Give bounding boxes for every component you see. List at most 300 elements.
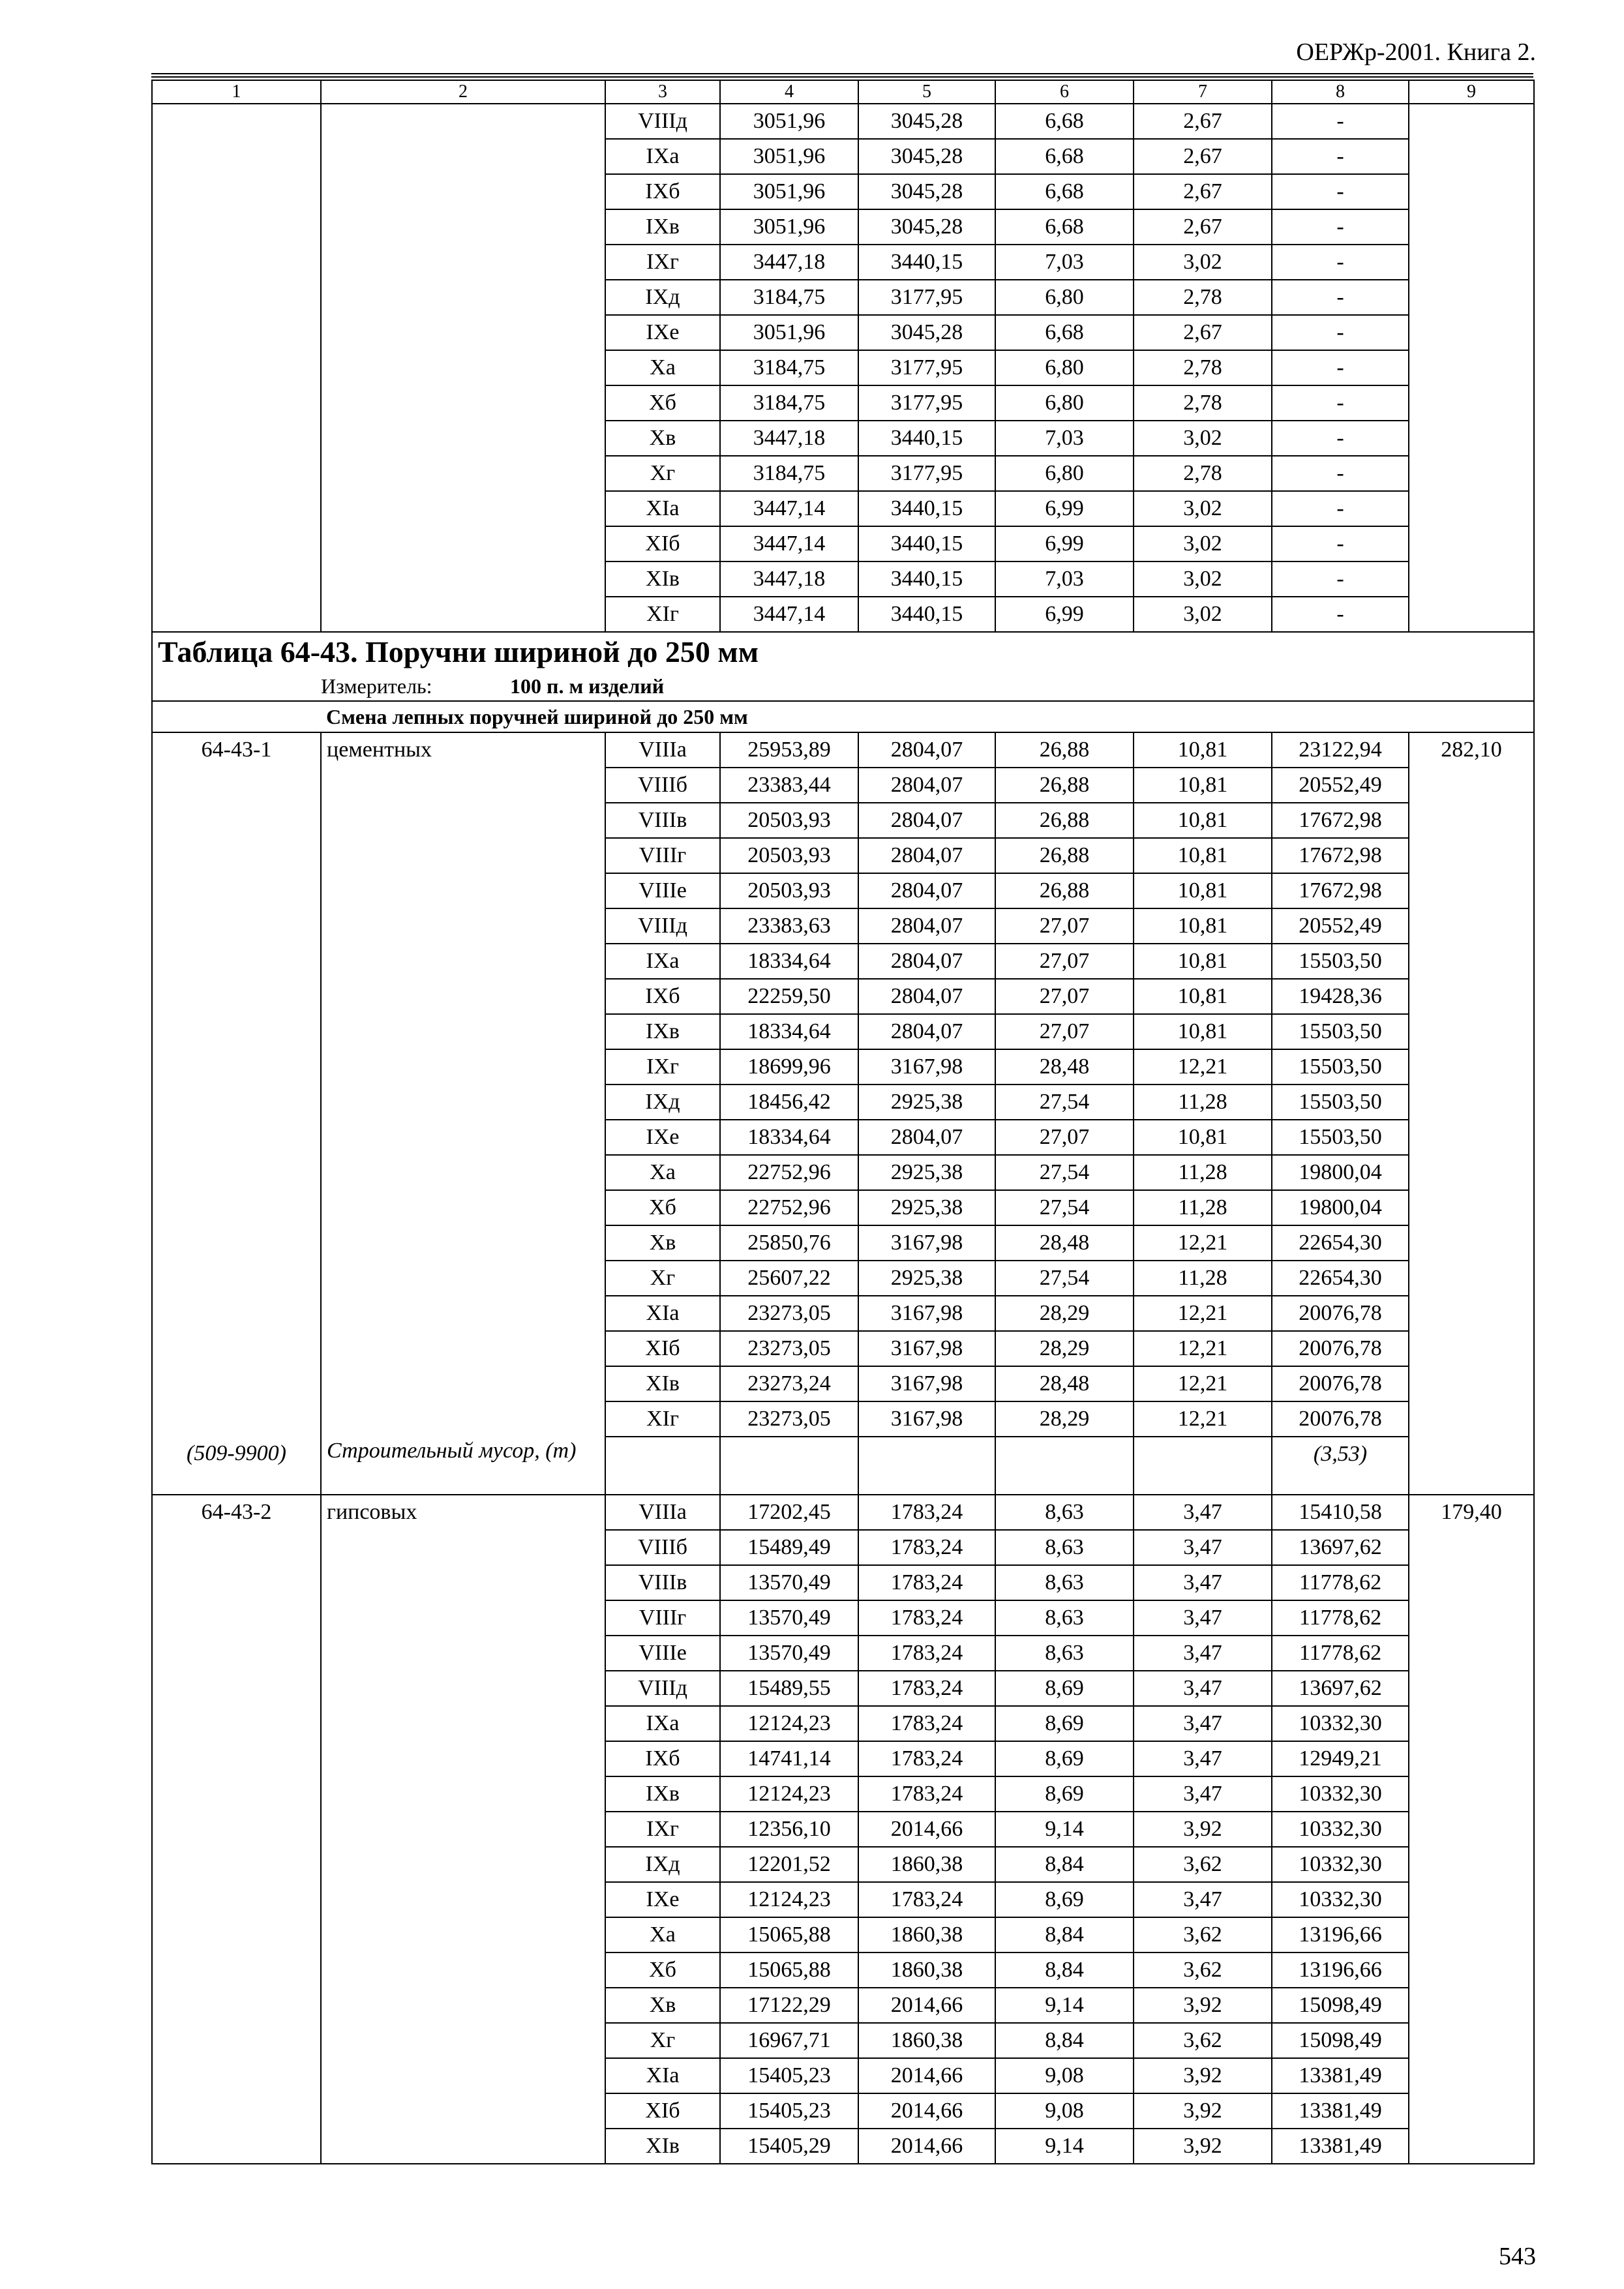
value-cell-8: 10332,30: [1272, 1847, 1409, 1882]
value-cell-8: 15098,49: [1272, 1988, 1409, 2023]
value-cell-4: 23383,44: [720, 768, 858, 803]
value-cell-5: 2925,38: [858, 1261, 995, 1296]
value-cell-6: 8,69: [995, 1671, 1134, 1706]
value-cell-5: 2804,07: [858, 944, 995, 979]
value-cell-5: 2014,66: [858, 2058, 995, 2093]
value-cell-6: 9,08: [995, 2093, 1134, 2129]
zone-cell: VIIIг: [605, 1600, 720, 1636]
value-cell-8: 13196,66: [1272, 1917, 1409, 1952]
code-cell-empty: [152, 1190, 321, 1225]
value-cell-8: -: [1272, 209, 1409, 245]
value-cell-5: 3440,15: [858, 561, 995, 597]
zone-cell: IXа: [605, 1706, 720, 1741]
section-row: [152, 701, 1534, 732]
value-cell-5: 2804,07: [858, 979, 995, 1014]
zone-cell: IXа: [605, 944, 720, 979]
value-cell-6: 6,80: [995, 280, 1134, 315]
value-cell-8: -: [1272, 139, 1409, 174]
value-cell-7: 10,81: [1134, 979, 1272, 1014]
value-cell-5: 2014,66: [858, 1812, 995, 1847]
header-rule-2: [151, 76, 1533, 78]
zone-cell: XIб: [605, 1331, 720, 1366]
zone-cell: XIа: [605, 2058, 720, 2093]
value-cell-6: 28,29: [995, 1296, 1134, 1331]
name-cell: [321, 104, 605, 632]
value-cell-6: 28,29: [995, 1401, 1134, 1437]
zone-cell: Xа: [605, 1155, 720, 1190]
value-cell-6: 9,14: [995, 1812, 1134, 1847]
value-cell-8: 13381,49: [1272, 2093, 1409, 2129]
value-cell-5: 1783,24: [858, 1530, 995, 1565]
code-cell-empty: [152, 803, 321, 838]
value-cell-4: 3051,96: [720, 174, 858, 209]
value-cell-8: 20076,78: [1272, 1296, 1409, 1331]
value-cell-5: 1783,24: [858, 1600, 995, 1636]
value-cell-7: 11,28: [1134, 1261, 1272, 1296]
section-title: Смена лепных поручней шириной до 250 мм: [326, 705, 748, 728]
value-cell-8: 20076,78: [1272, 1366, 1409, 1401]
section-cell: [152, 701, 1534, 732]
value-cell-4: 18334,64: [720, 1014, 858, 1049]
code-cell-empty: [152, 873, 321, 908]
value-cell-5: 3440,15: [858, 421, 995, 456]
code-cell: 64-43-1: [152, 732, 321, 768]
value-cell-6: 8,63: [995, 1495, 1134, 1530]
value-cell-8: -: [1272, 385, 1409, 421]
value-cell-6: 28,48: [995, 1049, 1134, 1085]
value-cell-5: 3167,98: [858, 1049, 995, 1085]
value-cell-7: 2,67: [1134, 174, 1272, 209]
zone-cell: IXб: [605, 979, 720, 1014]
zone-cell: IXг: [605, 1812, 720, 1847]
value-cell-6: 7,03: [995, 561, 1134, 597]
zone-cell: IXд: [605, 1847, 720, 1882]
value-cell-6: 8,69: [995, 1706, 1134, 1741]
value-cell-8: 10332,30: [1272, 1812, 1409, 1847]
value-cell-4: 15065,88: [720, 1917, 858, 1952]
value-cell-6: 8,84: [995, 1952, 1134, 1988]
zone-cell: XIв: [605, 2129, 720, 2164]
page-header: ОЕРЖр-2001. Книга 2.: [1296, 38, 1536, 66]
value-cell-8: -: [1272, 104, 1409, 139]
value-cell-4: 15489,49: [720, 1530, 858, 1565]
code-cell-empty: [152, 1120, 321, 1155]
value-cell-6: 7,03: [995, 245, 1134, 280]
value-cell-7: 3,92: [1134, 1988, 1272, 2023]
value-cell-5: 3177,95: [858, 456, 995, 491]
zone-cell: Xв: [605, 421, 720, 456]
table-title: Таблица 64-43. Поручни шириной до 250 мм: [152, 632, 1534, 672]
value-cell-7: 3,02: [1134, 597, 1272, 632]
value-cell-8: 20552,49: [1272, 908, 1409, 944]
value-cell-8: -: [1272, 561, 1409, 597]
waste-row: [152, 1437, 1534, 1495]
value-cell-6: 27,07: [995, 979, 1134, 1014]
value-cell-7: 2,67: [1134, 209, 1272, 245]
value-cell-7: 3,47: [1134, 1636, 1272, 1671]
value-cell-4: 20503,93: [720, 873, 858, 908]
zone-cell: IXб: [605, 174, 720, 209]
value-cell-7: 2,67: [1134, 104, 1272, 139]
value-cell-4: 18699,96: [720, 1049, 858, 1085]
zone-cell: Xв: [605, 1988, 720, 2023]
table-row: [152, 1495, 1534, 1530]
value-cell-6: 27,54: [995, 1190, 1134, 1225]
zone-cell: Xа: [605, 1917, 720, 1952]
name-cell: гипсовых: [321, 1495, 605, 2164]
value-cell-8: 15098,49: [1272, 2023, 1409, 2058]
value-cell-8: 23122,94: [1272, 732, 1409, 768]
value-cell-5: 3045,28: [858, 174, 995, 209]
value-cell-8: -: [1272, 456, 1409, 491]
zone-cell: VIIIб: [605, 768, 720, 803]
value-cell-5: 3440,15: [858, 526, 995, 561]
value-cell-6: 8,84: [995, 1847, 1134, 1882]
value-cell-5: 2804,07: [858, 908, 995, 944]
value-cell-5: 2804,07: [858, 803, 995, 838]
price-table: [151, 80, 1535, 2164]
zone-cell: IXе: [605, 1120, 720, 1155]
value-cell-4: 12124,23: [720, 1882, 858, 1917]
value-cell-8: 11778,62: [1272, 1636, 1409, 1671]
empty-cell: [858, 1437, 995, 1495]
value-cell-6: 6,80: [995, 456, 1134, 491]
value-cell-6: 8,63: [995, 1636, 1134, 1671]
code-cell-empty: [152, 944, 321, 979]
value-cell-6: 8,84: [995, 2023, 1134, 2058]
measure-value: 100 п. м изделий: [510, 674, 665, 698]
value-cell-4: 3447,14: [720, 526, 858, 561]
value-cell-7: 3,47: [1134, 1776, 1272, 1812]
value-cell-4: 23273,24: [720, 1366, 858, 1401]
value-cell-4: 20503,93: [720, 838, 858, 873]
zone-cell: IXе: [605, 1882, 720, 1917]
value-cell-4: 3447,14: [720, 597, 858, 632]
value-cell-5: 2014,66: [858, 2093, 995, 2129]
zone-cell: Xг: [605, 1261, 720, 1296]
value-cell-6: 6,68: [995, 139, 1134, 174]
value-cell-4: 23273,05: [720, 1296, 858, 1331]
value-cell-4: 15489,55: [720, 1671, 858, 1706]
value-cell-5: 3440,15: [858, 491, 995, 526]
waste-name: Строительный мусор, (т): [321, 1437, 605, 1495]
zone-cell: VIIIа: [605, 732, 720, 768]
zone-cell: IXг: [605, 1049, 720, 1085]
value-cell-5: 3177,95: [858, 280, 995, 315]
zone-cell: IXд: [605, 1085, 720, 1120]
value-cell-8: -: [1272, 421, 1409, 456]
value-cell-4: 3447,18: [720, 421, 858, 456]
value-cell-6: 8,84: [995, 1917, 1134, 1952]
waste-code: (509-9900): [152, 1437, 321, 1495]
value-cell-5: 3177,95: [858, 385, 995, 421]
value-cell-9: [1409, 104, 1534, 632]
value-cell-7: 3,47: [1134, 1600, 1272, 1636]
value-cell-7: 3,62: [1134, 2023, 1272, 2058]
value-cell-4: 23383,63: [720, 908, 858, 944]
value-cell-7: 3,02: [1134, 561, 1272, 597]
value-cell-7: 3,02: [1134, 526, 1272, 561]
value-cell-7: 3,02: [1134, 491, 1272, 526]
value-cell-8: 13381,49: [1272, 2058, 1409, 2093]
column-number: 2: [321, 80, 605, 104]
value-cell-6: 26,88: [995, 768, 1134, 803]
zone-cell: Xг: [605, 456, 720, 491]
value-cell-6: 9,14: [995, 2129, 1134, 2164]
value-cell-8: 22654,30: [1272, 1261, 1409, 1296]
zone-cell: IXг: [605, 245, 720, 280]
value-cell-4: 16967,71: [720, 2023, 858, 2058]
value-cell-7: 12,21: [1134, 1296, 1272, 1331]
value-cell-5: 3440,15: [858, 245, 995, 280]
value-cell-8: 15503,50: [1272, 1049, 1409, 1085]
value-cell-7: 3,62: [1134, 1917, 1272, 1952]
zone-cell: XIв: [605, 561, 720, 597]
zone-cell: XIг: [605, 1401, 720, 1437]
value-cell-5: 1783,24: [858, 1636, 995, 1671]
zone-cell: IXб: [605, 1741, 720, 1776]
value-cell-8: 19800,04: [1272, 1190, 1409, 1225]
value-cell-4: 17122,29: [720, 1988, 858, 2023]
value-cell-6: 6,68: [995, 315, 1134, 350]
value-cell-4: 13570,49: [720, 1636, 858, 1671]
value-cell-8: 20076,78: [1272, 1401, 1409, 1437]
value-cell-5: 3045,28: [858, 209, 995, 245]
name-cell: цементных: [321, 732, 605, 1437]
value-cell-8: 11778,62: [1272, 1600, 1409, 1636]
zone-cell: Xв: [605, 1225, 720, 1261]
value-cell-7: 10,81: [1134, 732, 1272, 768]
value-cell-6: 27,07: [995, 944, 1134, 979]
value-cell-8: -: [1272, 280, 1409, 315]
value-cell-8: 17672,98: [1272, 803, 1409, 838]
value-cell-7: 3,02: [1134, 421, 1272, 456]
value-cell-6: 6,68: [995, 104, 1134, 139]
value-cell-7: 3,47: [1134, 1671, 1272, 1706]
value-cell-8: -: [1272, 491, 1409, 526]
zone-cell: VIIIе: [605, 1636, 720, 1671]
value-cell-7: 3,92: [1134, 2058, 1272, 2093]
header-rule: [151, 73, 1533, 74]
value-cell-8: -: [1272, 245, 1409, 280]
value-cell-8: 13381,49: [1272, 2129, 1409, 2164]
value-cell-8: 20552,49: [1272, 768, 1409, 803]
value-cell-6: 8,63: [995, 1530, 1134, 1565]
value-cell-7: 10,81: [1134, 803, 1272, 838]
value-cell-6: 9,08: [995, 2058, 1134, 2093]
value-cell-6: 28,48: [995, 1366, 1134, 1401]
value-cell-4: 3447,18: [720, 561, 858, 597]
empty-cell: [995, 1437, 1134, 1495]
value-cell-7: 11,28: [1134, 1155, 1272, 1190]
value-cell-6: 8,63: [995, 1600, 1134, 1636]
value-cell-5: 1783,24: [858, 1882, 995, 1917]
value-cell-4: 22752,96: [720, 1155, 858, 1190]
value-cell-5: 1783,24: [858, 1671, 995, 1706]
value-cell-5: 2804,07: [858, 838, 995, 873]
value-cell-5: 3167,98: [858, 1225, 995, 1261]
value-cell-7: 2,67: [1134, 315, 1272, 350]
code-cell-empty: [152, 768, 321, 803]
value-cell-6: 6,68: [995, 174, 1134, 209]
value-cell-5: 1783,24: [858, 1706, 995, 1741]
value-cell-9: 282,10: [1409, 732, 1534, 1495]
value-cell-6: 26,88: [995, 732, 1134, 768]
value-cell-4: 3184,75: [720, 456, 858, 491]
value-cell-7: 12,21: [1134, 1225, 1272, 1261]
value-cell-7: 10,81: [1134, 873, 1272, 908]
value-cell-4: 3051,96: [720, 209, 858, 245]
zone-cell: XIа: [605, 491, 720, 526]
value-cell-4: 22752,96: [720, 1190, 858, 1225]
value-cell-5: 2014,66: [858, 1988, 995, 2023]
value-cell-4: 3447,18: [720, 245, 858, 280]
zone-cell: IXв: [605, 1776, 720, 1812]
value-cell-5: 1783,24: [858, 1495, 995, 1530]
value-cell-5: 1783,24: [858, 1565, 995, 1600]
value-cell-5: 3440,15: [858, 597, 995, 632]
code-cell-empty: [152, 979, 321, 1014]
column-number: 6: [995, 80, 1134, 104]
table-body: [152, 80, 1534, 2164]
value-cell-7: 11,28: [1134, 1085, 1272, 1120]
value-cell-8: 10332,30: [1272, 1776, 1409, 1812]
code-cell-empty: [152, 1049, 321, 1085]
value-cell-5: 3045,28: [858, 104, 995, 139]
code-cell-empty: [152, 1155, 321, 1190]
column-number: 4: [720, 80, 858, 104]
page-number: 543: [1499, 2243, 1536, 2270]
value-cell-7: 3,47: [1134, 1495, 1272, 1530]
value-cell-6: 8,69: [995, 1741, 1134, 1776]
value-cell-5: 1783,24: [858, 1741, 995, 1776]
value-cell-5: 2925,38: [858, 1155, 995, 1190]
value-cell-5: 1860,38: [858, 1952, 995, 1988]
value-cell-4: 12124,23: [720, 1776, 858, 1812]
value-cell-5: 3045,28: [858, 315, 995, 350]
value-cell-5: 3177,95: [858, 350, 995, 385]
value-cell-4: 3051,96: [720, 139, 858, 174]
value-cell-6: 6,80: [995, 350, 1134, 385]
value-cell-5: 2014,66: [858, 2129, 995, 2164]
value-cell-7: 3,47: [1134, 1741, 1272, 1776]
value-cell-7: 3,62: [1134, 1952, 1272, 1988]
value-cell-4: 15405,23: [720, 2058, 858, 2093]
value-cell-6: 8,69: [995, 1882, 1134, 1917]
value-cell-4: 13570,49: [720, 1565, 858, 1600]
value-cell-6: 8,63: [995, 1565, 1134, 1600]
zone-cell: VIIIд: [605, 908, 720, 944]
value-cell-9: 179,40: [1409, 1495, 1534, 2164]
value-cell-6: 7,03: [995, 421, 1134, 456]
value-cell-6: 27,54: [995, 1261, 1134, 1296]
value-cell-8: -: [1272, 526, 1409, 561]
value-cell-7: 3,47: [1134, 1882, 1272, 1917]
column-number: 1: [152, 80, 321, 104]
value-cell-4: 3051,96: [720, 315, 858, 350]
value-cell-7: 10,81: [1134, 944, 1272, 979]
measure-label: Измеритель:: [321, 674, 432, 698]
value-cell-4: 15405,29: [720, 2129, 858, 2164]
value-cell-4: 23273,05: [720, 1331, 858, 1366]
code-cell-empty: [152, 1401, 321, 1437]
table-title-row: [152, 632, 1534, 672]
value-cell-7: 2,67: [1134, 139, 1272, 174]
value-cell-4: 18334,64: [720, 1120, 858, 1155]
table-row: [152, 732, 1534, 768]
zone-cell: XIа: [605, 1296, 720, 1331]
value-cell-4: 3184,75: [720, 385, 858, 421]
zone-cell: Xб: [605, 1190, 720, 1225]
waste-value: (3,53): [1272, 1437, 1409, 1495]
value-cell-5: 2804,07: [858, 1120, 995, 1155]
value-cell-8: 13697,62: [1272, 1530, 1409, 1565]
value-cell-7: 10,81: [1134, 838, 1272, 873]
value-cell-4: 12356,10: [720, 1812, 858, 1847]
empty-cell: [1134, 1437, 1272, 1495]
value-cell-6: 26,88: [995, 838, 1134, 873]
value-cell-7: 11,28: [1134, 1190, 1272, 1225]
code-cell-empty: [152, 1296, 321, 1331]
value-cell-4: 23273,05: [720, 1401, 858, 1437]
value-cell-8: 19800,04: [1272, 1155, 1409, 1190]
zone-cell: XIб: [605, 2093, 720, 2129]
value-cell-6: 28,48: [995, 1225, 1134, 1261]
value-cell-7: 2,78: [1134, 280, 1272, 315]
value-cell-4: 12124,23: [720, 1706, 858, 1741]
zone-cell: XIб: [605, 526, 720, 561]
value-cell-8: -: [1272, 350, 1409, 385]
table-row: [152, 104, 1534, 139]
value-cell-7: 2,78: [1134, 385, 1272, 421]
value-cell-4: 25607,22: [720, 1261, 858, 1296]
value-cell-5: 2804,07: [858, 873, 995, 908]
column-number: 3: [605, 80, 720, 104]
value-cell-5: 2804,07: [858, 768, 995, 803]
value-cell-5: 3167,98: [858, 1331, 995, 1366]
zone-cell: Xб: [605, 1952, 720, 1988]
value-cell-4: 25953,89: [720, 732, 858, 768]
value-cell-6: 6,99: [995, 597, 1134, 632]
zone-cell: VIIIа: [605, 1495, 720, 1530]
value-cell-7: 12,21: [1134, 1401, 1272, 1437]
measure-row: [152, 672, 1534, 701]
value-cell-5: 1860,38: [858, 1847, 995, 1882]
empty-cell: [605, 1437, 720, 1495]
value-cell-4: 12201,52: [720, 1847, 858, 1882]
value-cell-8: 12949,21: [1272, 1741, 1409, 1776]
value-cell-5: 3167,98: [858, 1401, 995, 1437]
code-cell-empty: [152, 1225, 321, 1261]
value-cell-6: 27,07: [995, 908, 1134, 944]
value-cell-7: 2,78: [1134, 456, 1272, 491]
zone-cell: XIг: [605, 597, 720, 632]
value-cell-8: 13196,66: [1272, 1952, 1409, 1988]
value-cell-6: 6,99: [995, 526, 1134, 561]
code-cell-empty: [152, 1331, 321, 1366]
value-cell-8: 15503,50: [1272, 1014, 1409, 1049]
value-cell-4: 3184,75: [720, 280, 858, 315]
measure-cell: [152, 672, 1534, 701]
zone-cell: Xб: [605, 385, 720, 421]
value-cell-6: 9,14: [995, 1988, 1134, 2023]
value-cell-5: 2804,07: [858, 732, 995, 768]
value-cell-8: -: [1272, 174, 1409, 209]
code-cell: 64-43-2: [152, 1495, 321, 2164]
value-cell-7: 3,92: [1134, 2129, 1272, 2164]
zone-cell: IXе: [605, 315, 720, 350]
code-cell-empty: [152, 1261, 321, 1296]
